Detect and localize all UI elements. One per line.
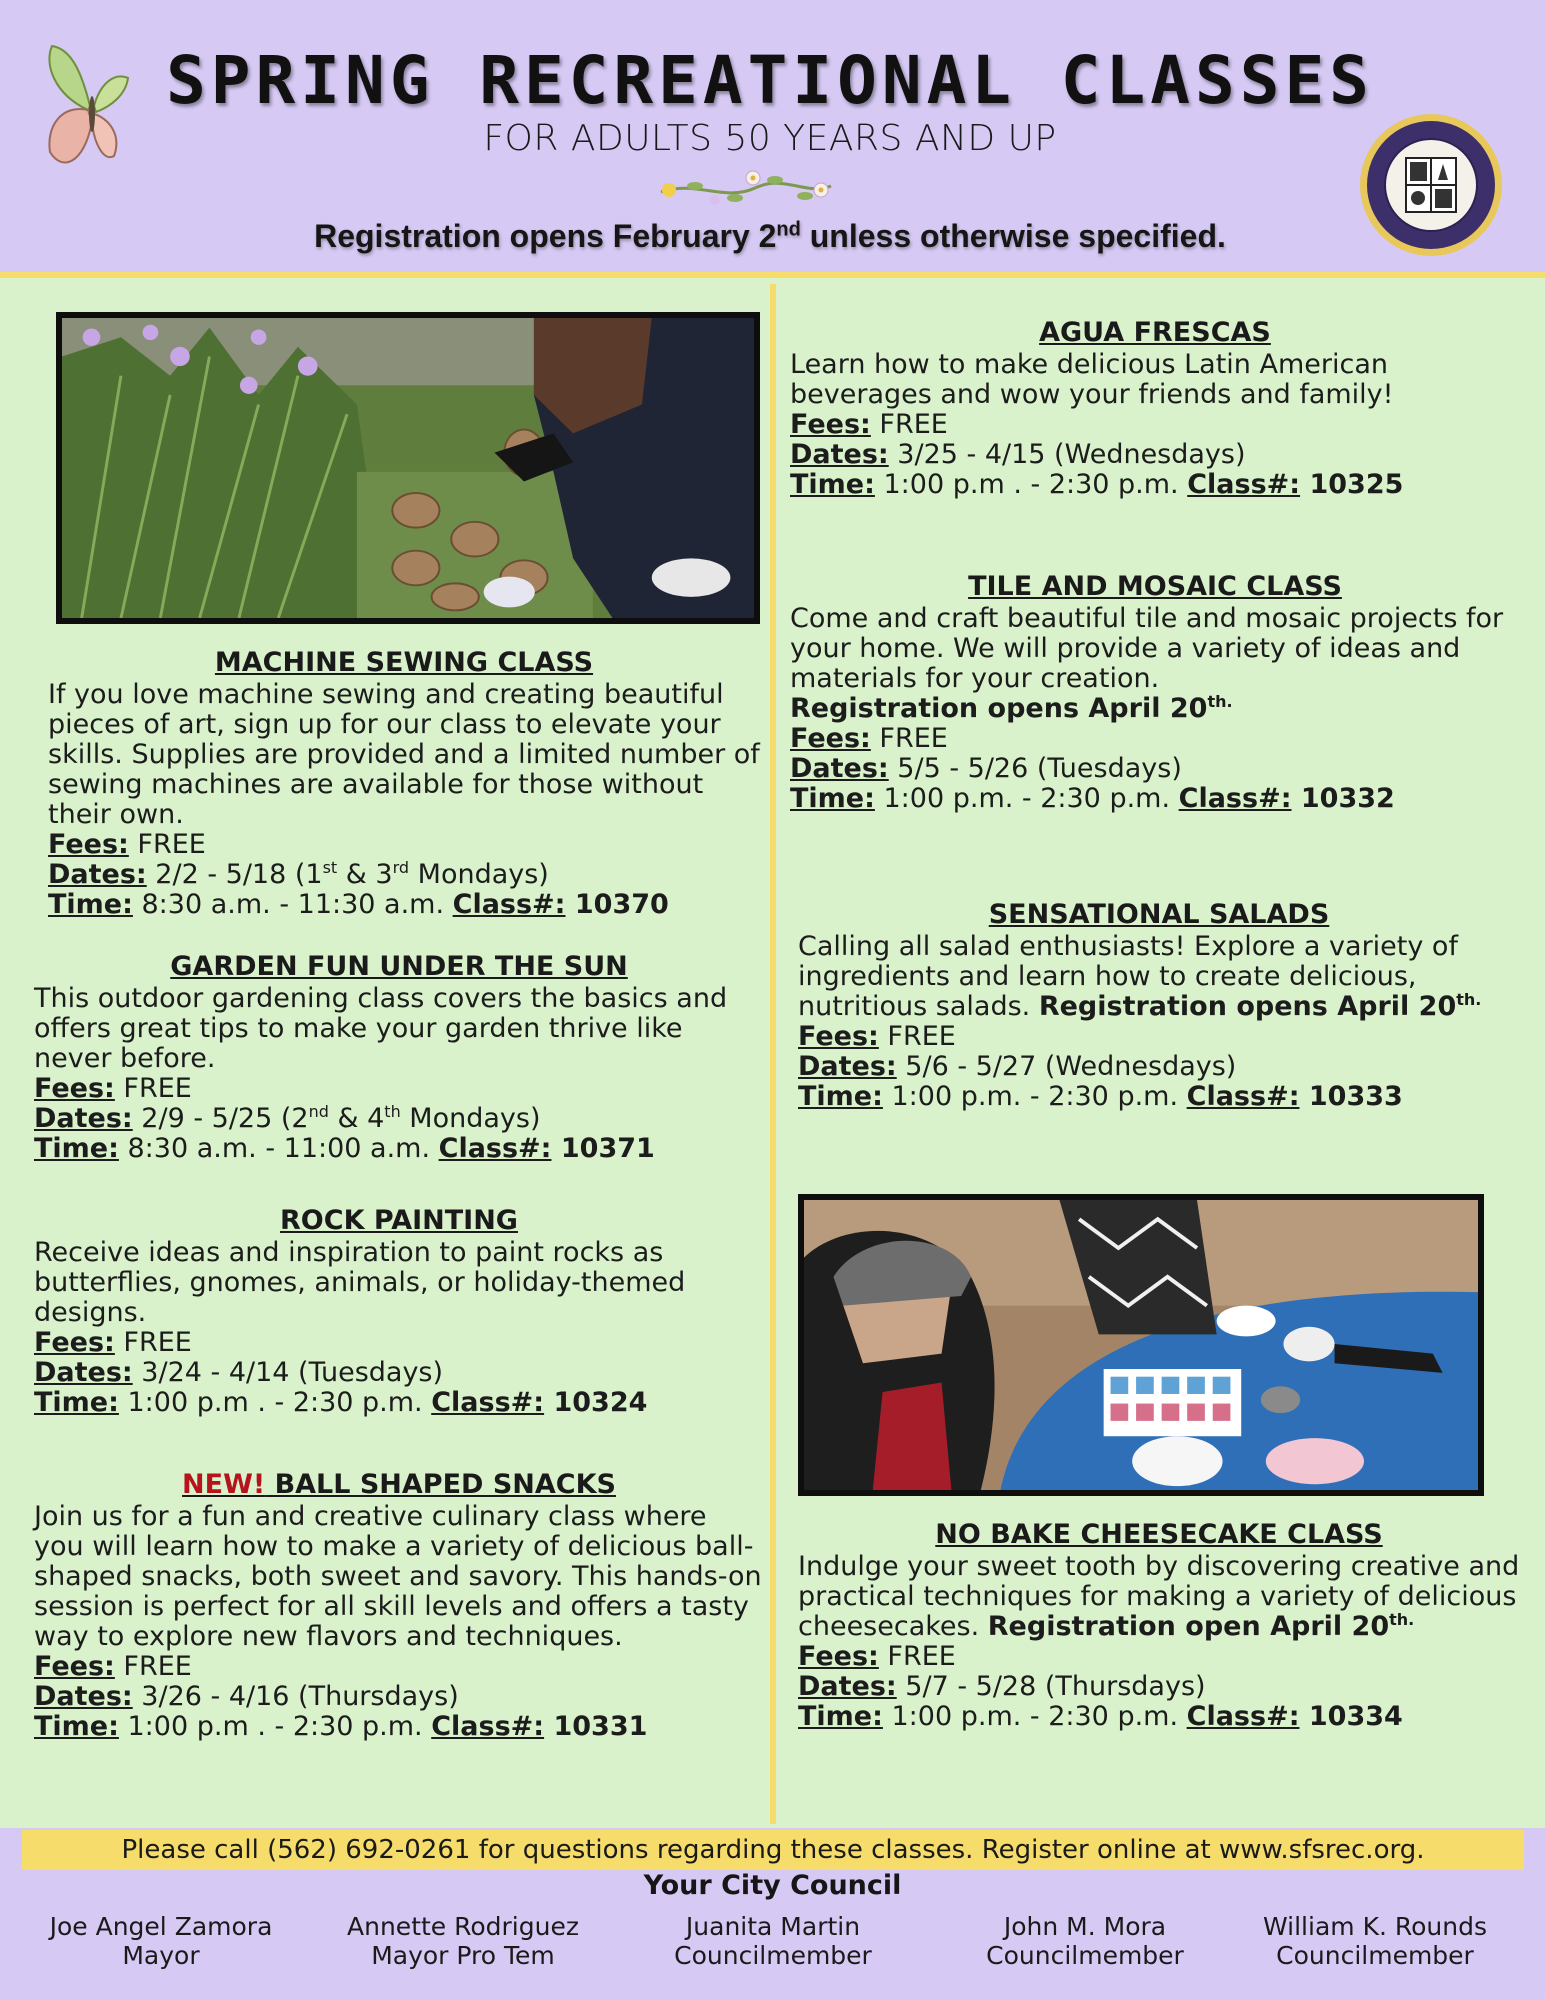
class-number-label: Class#:	[1178, 783, 1292, 814]
time-label: Time:	[790, 469, 875, 500]
council-member	[628, 1912, 918, 1970]
dates-value: 5/6 - 5/27 (Wednesdays)	[896, 1051, 1237, 1082]
member-name: Juanita Martin	[685, 1912, 861, 1941]
class-fees	[790, 724, 1520, 754]
council-member	[318, 1912, 608, 1970]
class-title: SENSATIONAL SALADS	[988, 899, 1330, 930]
fees-value: FREE	[878, 1641, 956, 1672]
class-title: MACHINE SEWING CLASS	[214, 647, 594, 678]
dates-value: 2/9 - 5/25 (2	[132, 1103, 309, 1134]
class-number-label: Class#:	[1186, 1081, 1300, 1112]
class-number: 10334	[1299, 1701, 1403, 1732]
description-text: Calling all salad enthusiasts! Explore a variety of ingredients and learn how to create delicious, nutritious salads.	[798, 931, 1458, 1022]
column-divider	[770, 284, 776, 1824]
cheesecake-photo	[798, 1194, 1484, 1496]
registration-text: Registration opens February 2	[314, 218, 777, 254]
class-machine-sewing	[48, 648, 760, 920]
class-garden-fun	[34, 952, 764, 1164]
class-fees	[790, 410, 1520, 440]
dates-value: 5/5 - 5/26 (Tuesdays)	[888, 753, 1182, 784]
dates-label: Dates:	[48, 859, 147, 890]
class-number-label: Class#:	[1186, 1701, 1300, 1732]
fees-value: FREE	[870, 723, 948, 754]
class-sensational-salads	[798, 900, 1520, 1112]
fees-value: FREE	[114, 1327, 192, 1358]
time-label: Time:	[34, 1133, 119, 1164]
page-subtitle: FOR ADULTS 50 YEARS AND UP	[483, 118, 1057, 159]
member-role: Councilmember	[986, 1941, 1184, 1970]
time-value: 1:00 p.m . - 2:30 p.m.	[118, 1387, 432, 1418]
registration-note: Registration open April 20	[987, 1611, 1390, 1642]
class-description: This outdoor gardening class covers the basics and offers great tips to make your garden thrive like never before.	[34, 983, 728, 1074]
member-role: Councilmember	[1276, 1941, 1474, 1970]
member-role: Mayor Pro Tem	[371, 1941, 555, 1970]
fees-label: Fees:	[798, 1641, 879, 1672]
time-label: Time:	[798, 1081, 883, 1112]
council-member	[16, 1912, 306, 1970]
class-description: Learn how to make delicious Latin American beverages and wow your friends and family!	[790, 349, 1394, 410]
registration-suffix: unless otherwise specified.	[800, 218, 1226, 254]
class-description: Join us for a fun and creative culinary class where you will learn how to make a variety of delicious ball-shaped snacks, both sweet and savory. This hands-on session is perfect for all skill levels and offers a tasty way to explore new flavors and techniques.	[34, 1501, 762, 1652]
class-description	[798, 932, 1520, 1022]
class-rock-painting	[34, 1206, 764, 1418]
class-title: AGUA FRESCAS	[1039, 317, 1271, 348]
time-value: 8:30 a.m. - 11:00 a.m.	[118, 1133, 439, 1164]
member-role: Councilmember	[674, 1941, 872, 1970]
description-text: Indulge your sweet tooth by discovering creative and practical techniques for making a variety of delicious cheesecakes.	[798, 1551, 1520, 1642]
dates-value: 3/26 - 4/16 (Thursdays)	[132, 1681, 459, 1712]
new-badge: NEW!	[182, 1469, 266, 1500]
class-fees	[34, 1074, 764, 1104]
registration-banner	[180, 218, 1360, 255]
page-title: SPRING RECREATIONAL CLASSES	[166, 42, 1374, 119]
member-role: Mayor	[122, 1941, 200, 1970]
time-label: Time:	[790, 783, 875, 814]
class-time	[34, 1388, 764, 1418]
class-number: 10325	[1300, 469, 1404, 500]
fees-label: Fees:	[34, 1327, 115, 1358]
council-member	[940, 1912, 1230, 1970]
class-fees	[34, 1328, 764, 1358]
class-tile-mosaic	[790, 572, 1520, 814]
registration-note: Registration opens April 20	[790, 693, 1208, 724]
registration-note: Registration opens April 20	[1038, 991, 1457, 1022]
fees-label: Fees:	[48, 829, 129, 860]
time-value: 1:00 p.m. - 2:30 p.m.	[874, 783, 1179, 814]
class-description: Come and craft beautiful tile and mosaic projects for your home. We will provide a variety of ideas and materials for your creation.	[790, 603, 1504, 694]
flower-vine-icon	[655, 166, 835, 212]
member-name: Annette Rodriguez	[347, 1912, 579, 1941]
class-dates	[48, 860, 760, 890]
dates-sup: nd	[308, 1102, 329, 1121]
council-heading: Your City Council	[643, 1870, 902, 1901]
class-no-bake-cheesecake	[798, 1520, 1520, 1732]
class-dates	[790, 754, 1520, 784]
time-label: Time:	[48, 889, 133, 920]
class-time	[790, 784, 1520, 814]
class-dates	[798, 1052, 1520, 1082]
class-time	[34, 1712, 764, 1742]
dates-label: Dates:	[798, 1051, 897, 1082]
member-name: Joe Angel Zamora	[49, 1912, 273, 1941]
class-time	[790, 470, 1520, 500]
dates-sup: st	[322, 858, 338, 877]
class-number-label: Class#:	[431, 1387, 545, 1418]
class-number-label: Class#:	[438, 1133, 552, 1164]
dates-value: Mondays)	[400, 1103, 541, 1134]
fees-value: FREE	[114, 1651, 192, 1682]
time-value: 1:00 p.m. - 2:30 p.m.	[882, 1081, 1187, 1112]
class-number: 10332	[1291, 783, 1395, 814]
fees-label: Fees:	[34, 1073, 115, 1104]
dates-value: & 4	[328, 1103, 385, 1134]
dates-value: 3/25 - 4/15 (Wednesdays)	[888, 439, 1246, 470]
dates-label: Dates:	[34, 1103, 133, 1134]
dates-label: Dates:	[798, 1671, 897, 1702]
class-fees	[34, 1652, 764, 1682]
class-description: Receive ideas and inspiration to paint rocks as butterflies, gnomes, animals, or holiday-themed designs.	[34, 1237, 686, 1328]
class-number-label: Class#:	[452, 889, 566, 920]
registration-sup: th.	[1207, 692, 1233, 711]
class-title-text: BALL SHAPED SNACKS	[265, 1469, 616, 1500]
class-number: 10371	[551, 1133, 655, 1164]
class-dates	[790, 440, 1520, 470]
class-dates	[34, 1682, 764, 1712]
fees-label: Fees:	[790, 409, 871, 440]
dates-value: Mondays)	[409, 859, 549, 890]
registration-sup: th.	[1456, 990, 1482, 1009]
dates-value: 5/7 - 5/28 (Thursdays)	[896, 1671, 1206, 1702]
class-agua-frescas	[790, 318, 1520, 500]
class-dates	[798, 1672, 1520, 1702]
class-title: ROCK PAINTING	[280, 1205, 518, 1236]
dates-label: Dates:	[790, 753, 889, 784]
class-description	[798, 1552, 1520, 1642]
class-title: NO BAKE CHEESECAKE CLASS	[935, 1519, 1383, 1550]
class-dates	[34, 1358, 764, 1388]
dates-sup: th	[384, 1102, 401, 1121]
fees-label: Fees:	[798, 1021, 879, 1052]
contact-bar: Please call (562) 692-0261 for questions regarding these classes. Register online at www.sfsrec.org.	[22, 1830, 1524, 1870]
class-number: 10331	[544, 1711, 648, 1742]
class-registration	[790, 694, 1520, 724]
class-title	[34, 1470, 764, 1500]
fees-label: Fees:	[34, 1651, 115, 1682]
class-time	[798, 1702, 1520, 1732]
class-number-label: Class#:	[1187, 469, 1301, 500]
class-dates	[34, 1104, 764, 1134]
dates-label: Dates:	[790, 439, 889, 470]
time-label: Time:	[34, 1387, 119, 1418]
time-value: 1:00 p.m. - 2:30 p.m.	[882, 1701, 1187, 1732]
fees-value: FREE	[114, 1073, 192, 1104]
dates-label: Dates:	[34, 1357, 133, 1388]
time-label: Time:	[34, 1711, 119, 1742]
time-value: 8:30 a.m. - 11:30 a.m.	[132, 889, 453, 920]
class-number: 10333	[1299, 1081, 1403, 1112]
member-name: William K. Rounds	[1263, 1912, 1487, 1941]
time-label: Time:	[798, 1701, 883, 1732]
registration-sup: th.	[1389, 1610, 1415, 1629]
class-title: GARDEN FUN UNDER THE SUN	[170, 951, 628, 982]
class-title: TILE AND MOSAIC CLASS	[968, 571, 1342, 602]
dates-value: 2/2 - 5/18 (1	[146, 859, 323, 890]
class-ball-shaped-snacks	[34, 1470, 764, 1742]
dates-value: 3/24 - 4/14 (Tuesdays)	[132, 1357, 444, 1388]
fees-value: FREE	[128, 829, 206, 860]
fees-value: FREE	[878, 1021, 956, 1052]
class-time	[34, 1134, 764, 1164]
council-member	[1230, 1912, 1520, 1970]
member-name: John M. Mora	[1003, 1912, 1167, 1941]
dates-value: & 3	[337, 859, 393, 890]
class-description: If you love machine sewing and creating beautiful pieces of art, sign up for our class to elevate your skills. Supplies are provided and a limited number of sewing machines are available for those without their own.	[48, 679, 760, 830]
registration-sup: nd	[776, 218, 801, 241]
time-value: 1:00 p.m . - 2:30 p.m.	[118, 1711, 432, 1742]
dates-sup: rd	[392, 858, 410, 877]
garden-photo	[56, 312, 760, 624]
time-value: 1:00 p.m . - 2:30 p.m.	[874, 469, 1188, 500]
class-time	[798, 1082, 1520, 1112]
class-number: 10370	[565, 889, 669, 920]
class-fees	[48, 830, 760, 860]
dates-label: Dates:	[34, 1681, 133, 1712]
butterfly-icon	[42, 44, 132, 180]
class-time	[48, 890, 760, 920]
class-fees	[798, 1642, 1520, 1672]
class-number: 10324	[544, 1387, 648, 1418]
fees-label: Fees:	[790, 723, 871, 754]
fees-value: FREE	[870, 409, 948, 440]
class-number-label: Class#:	[431, 1711, 545, 1742]
city-seal-icon	[1358, 112, 1504, 258]
class-fees	[798, 1022, 1520, 1052]
